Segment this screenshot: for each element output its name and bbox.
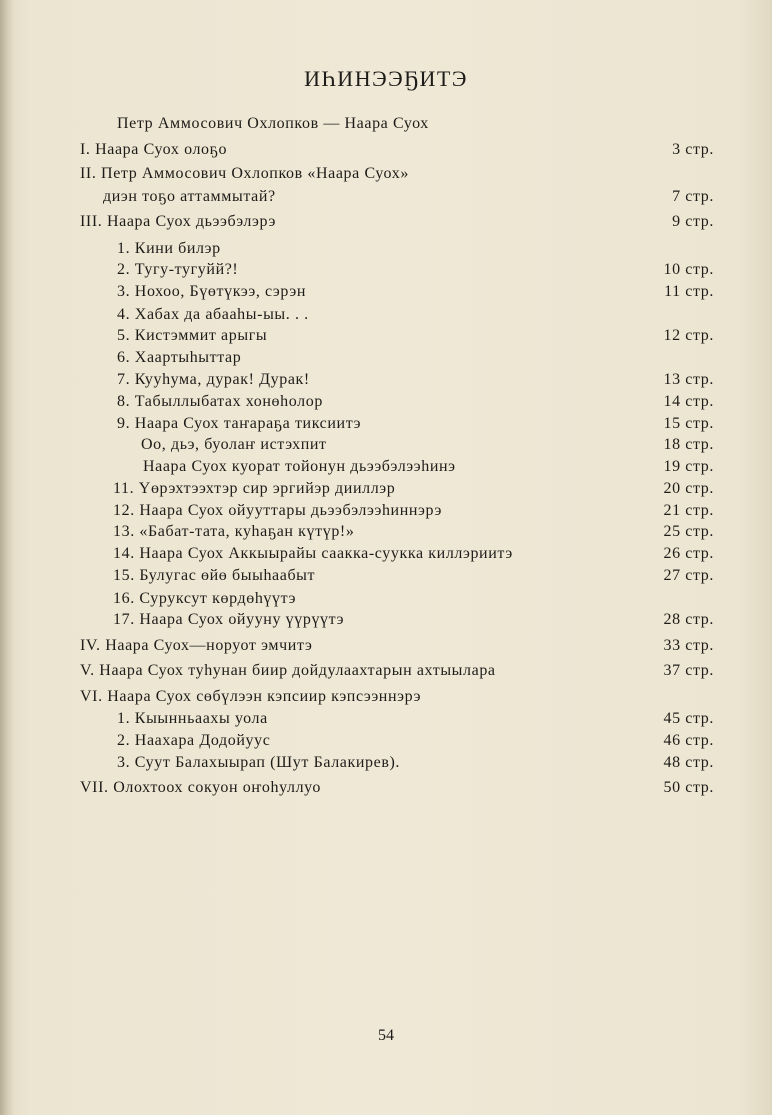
toc-entry-label: диэн тоҕо аттаммытай? <box>103 188 276 205</box>
toc-entry-label: II. Петр Аммосович Охлопков «Наара Суох» <box>80 165 409 182</box>
toc-entry <box>0 211 772 233</box>
toc-entry <box>0 238 772 260</box>
toc-entry <box>0 369 772 391</box>
toc-subtitle-text: Петр Аммосович Охлопков — Наара Суох <box>117 115 429 132</box>
toc-entry <box>0 521 772 543</box>
toc-entry-label: 16. Суруксут көрдөһүүтэ <box>113 590 297 607</box>
toc-entry-page: 9 стр. <box>672 213 714 230</box>
toc-entry-page: 33 стр. <box>663 637 714 654</box>
toc-entry-page: 50 стр. <box>663 779 714 796</box>
toc-entry-page: 12 стр. <box>663 327 714 344</box>
toc-entry-page: 11 стр. <box>664 283 714 300</box>
toc-entry <box>0 752 772 774</box>
toc-entry <box>0 708 772 730</box>
toc-entry-label: 3. Нохоо, Бүөтүкээ, сэрэн <box>117 283 307 300</box>
toc-entry <box>0 186 772 208</box>
toc-entry <box>0 565 772 587</box>
toc-entry-label: 1. Кыынньаахы уола <box>117 710 268 727</box>
toc-entry <box>0 588 772 610</box>
toc-entry <box>0 635 772 657</box>
toc-entry <box>0 660 772 682</box>
toc-entry-label: 7. Кууһума, дурак! Дурак! <box>117 371 310 388</box>
toc-entry-page: 27 стр. <box>663 567 714 584</box>
toc-entry <box>0 686 772 708</box>
toc-entry-page: 10 стр. <box>663 261 714 278</box>
toc-entry-page: 20 стр. <box>663 480 714 497</box>
toc-entry-label: Наара Суох куорат тойонун дьээбэлээһинэ <box>143 458 456 475</box>
toc-entry-label: 2. Тугу-тугуйй?! <box>117 261 239 278</box>
toc-entry <box>0 478 772 500</box>
toc-entry-page: 25 стр. <box>663 523 714 540</box>
toc-entry-label: 14. Наара Суох Аккыырайы саакка-суукка киллэриитэ <box>113 545 513 562</box>
toc-entry-page: 28 стр. <box>663 611 714 628</box>
toc-entry <box>0 347 772 369</box>
toc-entry-label: 2. Наахара Додойуус <box>117 732 271 749</box>
toc-entry-label: 13. «Бабат-тата, куһаҕан күтүр!» <box>113 523 355 540</box>
toc-entry-label: 12. Наара Суох ойууттары дьээбэлээһиннэрэ <box>113 502 442 519</box>
toc-entry <box>0 730 772 752</box>
toc-entry-label: 1. Кини билэр <box>117 240 221 257</box>
toc-entry-label: 6. Хаартыһыттар <box>117 349 242 366</box>
toc-entry-label: V. Наара Суох туһунан биир дойдулаахтарын ахтыылара <box>80 662 496 679</box>
toc-entry-label: 11. Үөрэхтээхтэр сир эргийэр дииллэр <box>113 480 396 497</box>
toc-entry-label: IV. Наара Суох—норуот эмчитэ <box>80 637 313 654</box>
toc-entry <box>0 163 772 185</box>
toc-entry <box>0 259 772 281</box>
toc-entry <box>0 304 772 326</box>
toc-entry-page: 26 стр. <box>663 545 714 562</box>
toc-entry-page: 14 стр. <box>663 393 714 410</box>
toc-entry-label: VII. Олохтоох сокуон оҥоһуллуо <box>80 779 321 796</box>
toc-entry-label: Оо, дьэ, буолаҥ истэхпит <box>141 436 327 453</box>
toc-entry <box>0 281 772 303</box>
toc-entry-page: 7 стр. <box>672 188 714 205</box>
toc-entry <box>0 543 772 565</box>
toc-entry <box>0 413 772 435</box>
toc-entry-page: 18 стр. <box>663 436 714 453</box>
page-number: 54 <box>378 1027 394 1044</box>
toc-entry-page: 21 стр. <box>663 502 714 519</box>
toc-entry-label: I. Наара Суох олоҕо <box>80 141 228 158</box>
toc-entry <box>0 325 772 347</box>
toc-entry <box>0 777 772 799</box>
toc-subtitle <box>0 113 772 135</box>
toc-entry <box>0 139 772 161</box>
toc-entry <box>0 434 772 456</box>
toc-entry-label: 5. Кистэммит арыгы <box>117 327 268 344</box>
toc-entry-page: 15 стр. <box>663 415 714 432</box>
toc-entry-label: 17. Наара Суох ойууну үүрүүтэ <box>113 611 345 628</box>
toc-entry-label: 4. Хабах да абааһы-ыы. . . <box>117 306 309 323</box>
toc-entry-page: 46 стр. <box>663 732 714 749</box>
toc-entry-page: 19 стр. <box>663 458 714 475</box>
toc-entry-page: 37 стр. <box>663 662 714 679</box>
toc-entry-label: 3. Суут Балахыырап (Шут Балакирев). <box>117 754 401 771</box>
toc-entry-label: VI. Наара Суох сөбүлээн кэпсиир кэпсээннэрэ <box>80 688 422 705</box>
toc-entry <box>0 391 772 413</box>
toc-entry-label: 15. Булугас өйө быыһаабыт <box>113 567 316 584</box>
toc-entry <box>0 456 772 478</box>
toc-entry-label: 8. Табыллыбатах хонөһолор <box>117 393 323 410</box>
toc-entry-page: 13 стр. <box>663 371 714 388</box>
toc-entry-label: III. Наара Суох дьээбэлэрэ <box>80 213 276 230</box>
toc-entry-page: 3 стр. <box>672 141 714 158</box>
toc-entry-page: 45 стр. <box>663 710 714 727</box>
toc-entry-page: 48 стр. <box>663 754 714 771</box>
toc-entry <box>0 609 772 631</box>
toc-entry <box>0 500 772 522</box>
toc-entry-label: 9. Наара Суох таҥараҕа тиксиитэ <box>117 415 362 432</box>
page-title: ИҺИНЭЭҔИТЭ <box>304 66 468 91</box>
